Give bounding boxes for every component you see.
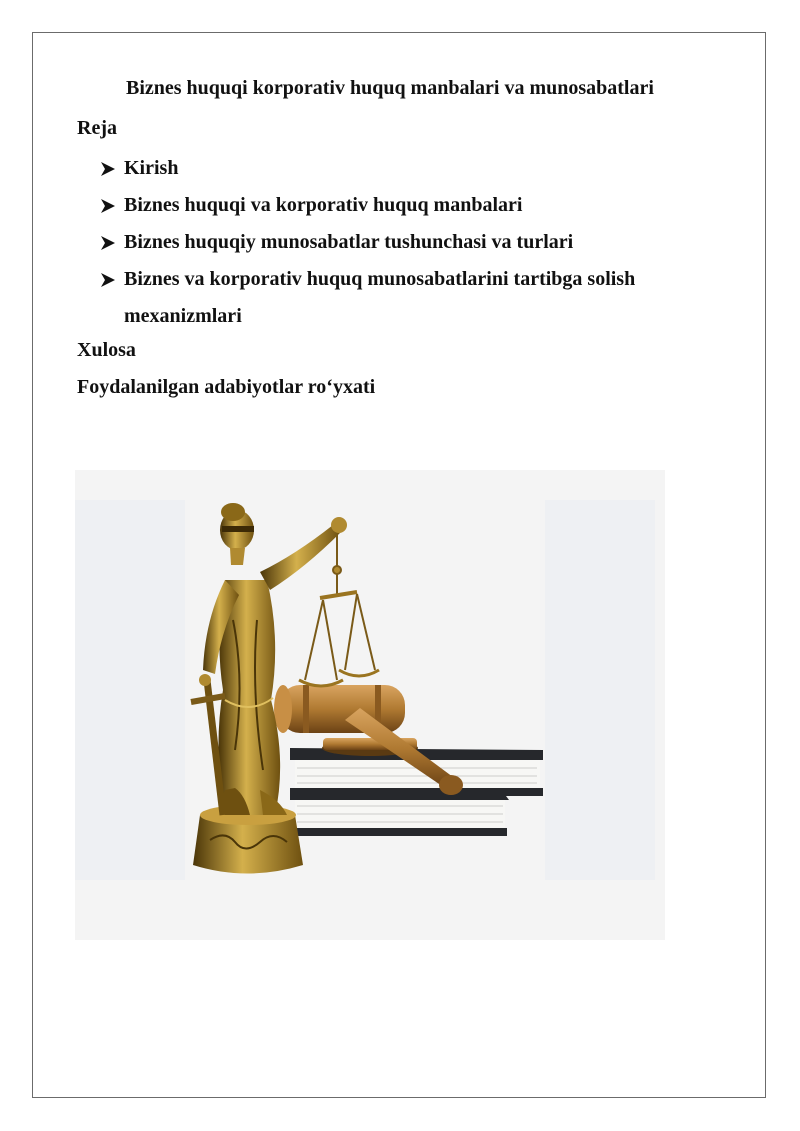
- plan-item: [100, 261, 704, 335]
- plan-item-label: Biznes va korporativ huquq munosabatlarini tartibga solish mexanizmlari: [124, 268, 636, 327]
- conclusion-heading: Xulosa: [77, 339, 136, 361]
- plan-item: [100, 224, 704, 261]
- background-panel-left: [75, 500, 185, 880]
- plan-item: [100, 187, 704, 224]
- plan-item: [100, 150, 704, 187]
- plan-item-label: Kirish: [124, 157, 179, 179]
- plan-list: [100, 150, 704, 335]
- plan-heading: Reja: [77, 117, 117, 139]
- arrowhead-bullet-icon: [100, 235, 116, 251]
- arrowhead-bullet-icon: [100, 161, 116, 177]
- plan-item-label: Biznes huquqiy munosabatlar tushunchasi va turlari: [124, 231, 574, 253]
- justice-illustration: [75, 470, 665, 940]
- justice-statue-icon: [75, 470, 665, 940]
- background-panel-right: [545, 500, 655, 880]
- arrowhead-bullet-icon: [100, 198, 116, 214]
- plan-item-label: Biznes huquqi va korporativ huquq manbalari: [124, 194, 523, 216]
- document-title: Biznes huquqi korporativ huquq manbalari va munosabatlari: [126, 77, 654, 99]
- references-heading: Foydalanilgan adabiyotlar ro‘yxati: [77, 376, 376, 398]
- arrowhead-bullet-icon: [100, 272, 116, 288]
